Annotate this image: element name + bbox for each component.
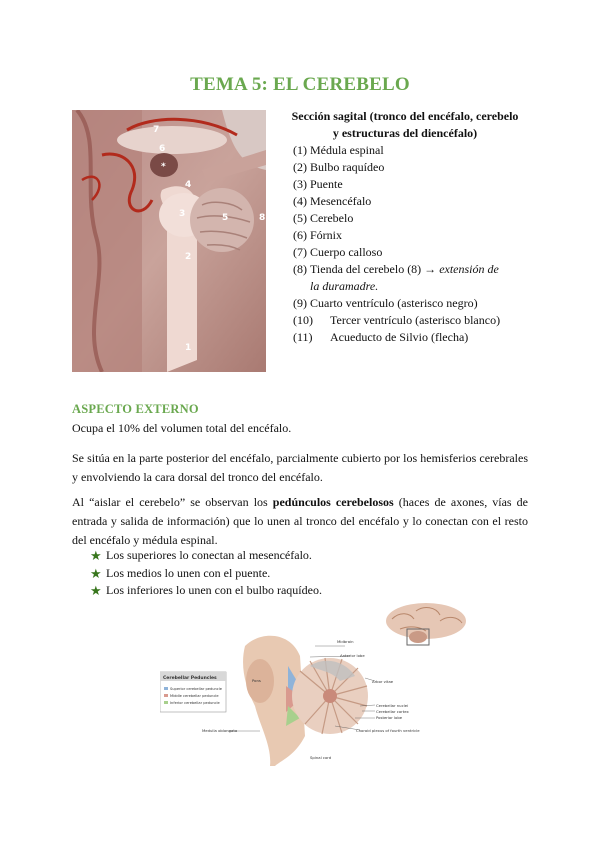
label-1: 1 [185,343,192,353]
label-midbrain: Midbrain [337,639,354,644]
list-item: ★ Los inferiores lo unen con el bulbo raquídeo. [90,583,322,598]
list-item: ★ Los superiores lo conectan al mesencéfalo. [90,548,312,563]
peduncles-box-title: Cerebellar Peduncles [163,676,217,681]
legend-item: (5) Cerebelo [293,211,354,225]
star-icon: ★ [90,583,102,598]
box-item: Inferior cerebellar peduncle [170,701,220,705]
legend-item: (4) Mesencéfalo [293,194,372,208]
label-3: 3 [179,209,186,219]
legend-item: (8) Tienda del cerebelo (8) → extensión de [293,262,499,276]
label-medulla: Medulla oblongata [202,728,238,733]
label-anterior-lobe: Anterior lobe [340,653,365,658]
legend-item-continuation: la duramadre. [310,279,379,293]
label-6: 6 [159,144,166,154]
label-2: 2 [185,252,192,262]
label-cerebellar-cortex: Cerebellar cortex [376,709,409,714]
bullet-list [90,547,322,600]
sagittal-section-image [72,110,266,372]
label-asterisk: * [161,162,166,172]
page-title: TEMA 5: EL CEREBELO [190,74,410,95]
label-8: 8 [259,213,266,223]
legend-item: (6) Fórnix [293,228,343,242]
legend-item: (3) Puente [293,177,343,191]
star-icon: ★ [90,565,102,581]
legend-item: (7) Cuerpo calloso [293,245,383,259]
label-cerebellar-nuclei: Cerebellar nuclei [376,703,409,708]
label-7: 7 [153,125,160,135]
star-icon: ★ [90,548,102,563]
section-heading: ASPECTO EXTERNO [72,402,199,416]
paragraph-1: Ocupa el 10% del volumen total del encéfalo. [72,421,292,435]
legend-item: (11) Acueducto de Silvio (flecha) [293,330,469,344]
paragraph-3: Al “aislar el cerebelo” se observan los pedúnculos cerebelosos (haces de axones, vías de entrada y salida de información) que lo unen al tronco del encéfalo y lo conectan con el resto del encéfalo y médula espinal. [72,495,528,547]
label-4: 4 [185,180,192,190]
bold-term: pedúnculos cerebelosos [272,495,394,509]
label-arbor-vitae: Arbor vitae [372,679,394,684]
figure-caption: Sección sagital (tronco del encéfalo, cerebelo y estructuras del diencéfalo) [291,109,519,140]
legend-item: (2) Bulbo raquídeo [293,160,385,174]
list-item: ★ Los medios lo unen con el puente. [90,565,271,581]
label-posterior-lobe: Posterior lobe [376,715,403,720]
label-spinal-cord: Spinal cord [310,755,332,760]
label-5: 5 [222,213,229,223]
label-choroid-plexus: Choroid plexus of fourth ventricle [356,728,420,733]
figure-legend [293,142,538,346]
paragraph-2: Se sitúa en la parte posterior del encéfalo, parcialmente cubierto por los hemisferios cerebrales y envolviendo la cara dorsal del tronco del encéfalo. [72,451,528,484]
cerebellum-illustration [160,626,425,766]
legend-item: (9) Cuarto ventrículo (asterisco negro) [293,296,478,310]
legend-item: (10) Tercer ventrículo (asterisco blanco) [293,313,501,327]
label-pons: Pons [252,678,261,683]
box-item: Superior cerebellar peduncle [170,687,222,691]
legend-item: (1) Médula espinal [293,143,384,157]
box-item: Middle cerebellar peduncle [170,694,219,698]
